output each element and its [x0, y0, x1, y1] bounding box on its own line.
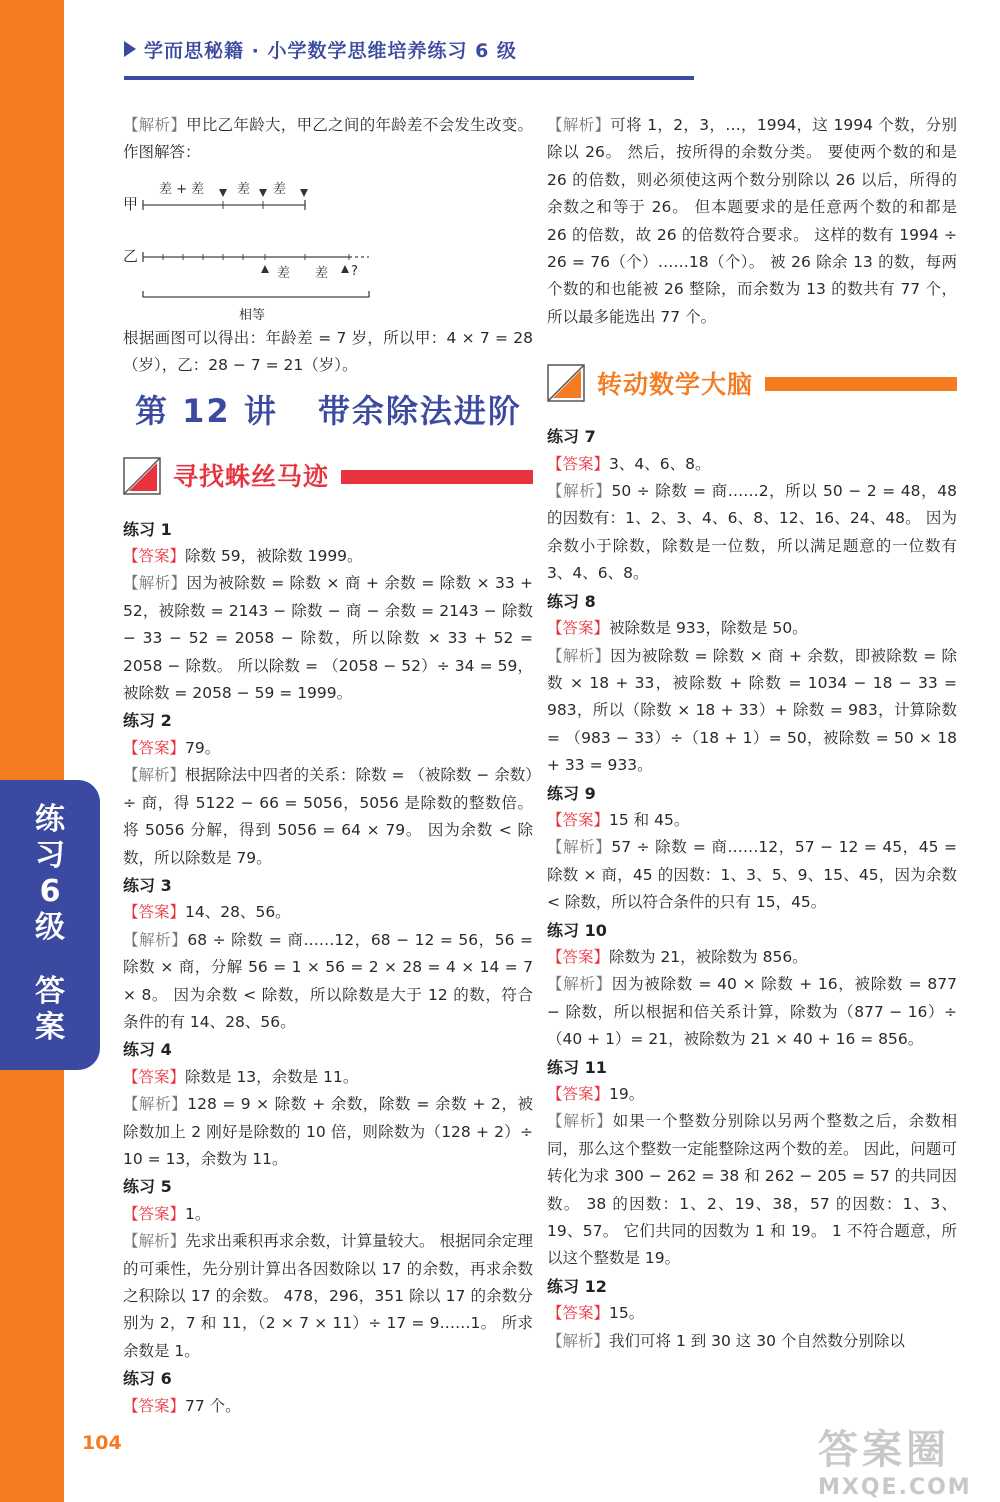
analysis-tag: 【解析】: [547, 646, 611, 665]
exercise-answer: [123, 899, 533, 926]
intro-analysis: [123, 112, 533, 167]
answer-text: 15 和 45。: [609, 810, 690, 829]
exercise-answer: [547, 807, 957, 834]
answer-tag: 【答案】: [123, 903, 186, 922]
analysis-text: 因为被除数 = 除数 × 商 + 余数，即被除数 = 除数 × 18 + 33，被除数 + 除数 = 1034 − 18 − 33 = 983，所以（除数 × 18 + 33）+ 除数 = 983，计算除数 = （983 − 33）÷（18 + 1）= 50，被除数 = 50 × 18 + 33 = 933。: [547, 646, 957, 775]
answer-text: 除数为 21，被除数为 856。: [609, 947, 808, 966]
exercise-answer: [547, 451, 957, 478]
answer-text: 77 个。: [185, 1396, 241, 1415]
exercise-title: 练习 8: [547, 591, 596, 611]
answer-tag: 【答案】: [547, 1304, 610, 1323]
section-header-left: [123, 444, 533, 510]
section-header-right: [547, 351, 957, 417]
diagram-conclusion: 根据画图可以得出：年龄差 = 7 岁，所以甲：4 × 7 = 28（岁），乙：28 − 7 = 21（岁）。: [123, 328, 533, 375]
side-tab-char: 6: [39, 874, 61, 909]
exercise-title: 练习 4: [123, 1040, 172, 1060]
exercise-analysis: [123, 570, 533, 707]
exercise-answer: [123, 735, 533, 762]
equal-bracket: [143, 291, 369, 297]
analysis-tag: 【解析】: [123, 1232, 186, 1251]
answer-tag: 【答案】: [547, 619, 610, 638]
exercise-title: 练习 1: [123, 519, 172, 539]
answer-text: 3、4、6、8。: [609, 454, 711, 473]
exercise-answer: [123, 1201, 533, 1228]
exercise-answer: [123, 543, 533, 570]
answer-tag: 【答案】: [547, 947, 610, 966]
analysis-text: 128 = 9 × 除数 + 余数，除数 = 余数 + 2，被除数加上 2 刚好是除数的 10 倍，则除数为（128 + 2）÷ 10 = 13，余数为 11。: [123, 1095, 533, 1168]
exercise-analysis: [547, 834, 957, 916]
section-square-icon: [547, 364, 587, 404]
analysis-text: 先求出乘积再求余数，计算量较大。 根据同余定理的可乘性，先分别计算出各因数除以 17 的余数，再求余数之积除以 17 的余数。 478，296，351 除以 17 的余数分别为 2，7 和 11，（2 × 7 × 11）÷ 17 = 9……1。 所求余数是 1。: [123, 1232, 533, 1360]
answer-text: 除数是 13，余数是 11。: [185, 1067, 359, 1086]
side-color-strip: [0, 0, 64, 1502]
diagram-svg: [123, 167, 533, 323]
analysis-text: 根据除法中四者的关系：除数 = （被除数 − 余数）÷ 商，得 5122 − 66 = 5056，5056 是除数的整数倍。 将 5056 分解，得到 5056 = 64 × 79。 因为余数 < 除数，所以除数是 79。: [123, 766, 533, 867]
header-arrow-icon: [124, 41, 136, 57]
section-bar: [341, 470, 533, 484]
exercise-answer: [547, 1081, 957, 1108]
exercise-analysis: [123, 1091, 533, 1173]
answer-tag: 【答案】: [547, 1085, 610, 1103]
analysis-tag: 【解析】: [123, 116, 187, 134]
header-rule: [124, 76, 694, 80]
answer-text: 除数 59，被除数 1999。: [185, 547, 363, 566]
seg-label-1: 差 + 差: [159, 181, 205, 197]
right-exercises: [547, 423, 957, 1355]
analysis-tag: 【解析】: [547, 975, 612, 994]
analysis-tag: 【解析】: [547, 1331, 610, 1350]
exercise-title: 练习 11: [547, 1057, 607, 1077]
seg-label-2: 差: [237, 181, 251, 197]
analysis-text: 因为被除数 = 除数 × 商 + 余数 = 除数 × 33 + 52，被除数 = 2143 − 除数 − 商 − 余数 = 2143 − 除数 − 33 − 52 = 2058 − 除数，所以除数 × 33 + 52 = 2058 − 除数。 所以除数 = （2058 − 52）÷ 34 = 59，被除数 = 2058 − 59 = 1999。: [123, 574, 533, 703]
exercise-analysis: [123, 1228, 533, 1365]
answer-tag: 【答案】: [123, 1204, 186, 1223]
lecture-number: 第 12 讲: [135, 391, 278, 430]
watermark: [818, 1418, 988, 1500]
exercise-analysis: [547, 971, 957, 1053]
answer-text: 1。: [185, 1204, 211, 1223]
running-header: [124, 36, 517, 62]
side-tab-top: [35, 802, 65, 946]
analysis-tag: 【解析】: [123, 574, 187, 593]
analysis-text: 我们可将 1 到 30 这 30 个自然数分别除以: [609, 1331, 905, 1350]
exercise-title: 练习 5: [123, 1177, 172, 1197]
exercise-analysis: [547, 1328, 957, 1355]
question-mark: ?: [351, 263, 358, 279]
age-difference-diagram: [123, 167, 533, 323]
exercise-title: 练习 6: [123, 1369, 172, 1389]
side-tab-char: 案: [35, 1010, 65, 1045]
exercise-title: 练习 2: [123, 711, 172, 731]
exercise-analysis: [547, 643, 957, 780]
left-column: [123, 112, 533, 1420]
answer-tag: 【答案】: [547, 810, 610, 829]
analysis-tag: 【解析】: [123, 766, 186, 785]
exercise-title: 练习 10: [547, 920, 607, 940]
intro-analysis-right: [547, 112, 957, 331]
answer-tag: 【答案】: [123, 1067, 186, 1086]
analysis-text: 57 ÷ 除数 = 商……12，57 − 12 = 45，45 = 除数 × 商，45 的因数：1、3、5、9、15、45，因为余数 < 除数，所以符合条件的只有 15，45。: [547, 838, 957, 912]
section-title: 转动数学大脑: [597, 369, 754, 399]
watermark-top: 答案圈: [818, 1427, 950, 1473]
analysis-tag: 【解析】: [123, 930, 188, 949]
lecture-title: [135, 386, 533, 438]
yi-seg-label-1: 差: [277, 265, 291, 281]
exercise-title: 练习 12: [547, 1276, 607, 1296]
label-yi: 乙: [123, 246, 139, 265]
exercise-answer: [547, 1300, 957, 1327]
right-column: [547, 112, 957, 1355]
exercise-title: 练习 9: [547, 783, 596, 803]
exercise-analysis: [547, 478, 957, 588]
analysis-tag: 【解析】: [123, 1095, 188, 1114]
answer-text: 79。: [185, 738, 221, 757]
analysis-text: 因为被除数 = 40 × 除数 + 16，被除数 = 877 − 除数，所以根据和倍关系计算，除数为（877 − 16）÷（40 + 1）= 21，被除数为 21 × 40 + 16 = 856。: [547, 975, 957, 1049]
seg-label-3: 差: [273, 181, 287, 197]
analysis-text: 50 ÷ 除数 = 商……2，所以 50 − 2 = 48，48 的因数有：1、2、3、4、6、8、12、16、24、48。 因为余数小于除数，除数是一位数，所以满足题意的一位数有 3、4、6、8。: [547, 482, 957, 583]
side-tab-bottom: [35, 974, 65, 1046]
side-tab-char: 级: [35, 910, 65, 945]
yi-seg-label-2: 差: [315, 265, 329, 281]
side-tab-char: 习: [35, 838, 65, 873]
answer-tag: 【答案】: [123, 1396, 186, 1415]
exercise-analysis: [547, 1108, 957, 1272]
exercise-analysis: [123, 762, 533, 872]
header-title: 学而思秘籍 · 小学数学思维培养练习 6 级: [144, 39, 517, 62]
exercise-title: 练习 3: [123, 875, 172, 895]
analysis-tag: 【解析】: [547, 1112, 613, 1131]
exercise-analysis: [123, 927, 533, 1037]
analysis-text: 如果一个整数分别除以另两个整数之后，余数相同，那么这个整数一定能整除这两个数的差。 因此，问题可转化为求 300 − 262 = 38 和 262 − 205 = 57 的共同因数。 38 的因数：1、2、19、38，57 的因数：1、3、19、57。 它们共同的因数为 1 和 19。 1 不符合题意，所以这个整数是 19。: [547, 1112, 957, 1268]
watermark-bottom: MXQE.COM: [818, 1475, 972, 1500]
analysis-tag: 【解析】: [547, 116, 611, 134]
label-jia: 甲: [123, 194, 139, 213]
side-tab-char: 答: [35, 974, 65, 1009]
exercise-answer: [547, 615, 957, 642]
exercise-answer: [547, 944, 957, 971]
intro-text-right: 可将 1，2，3，…，1994，这 1994 个数，分别除以 26。 然后，按所得的余数分类。 要使两个数的和是 26 的倍数，则必须使这两个数分别除以 26 以后，所得的余数之和等于 26。 但本题要求的是任意两个数的和都是 26 的倍数，故 26 的倍数符合要求。 这样的数有 1994 ÷ 26 = 76（个）……18（个）。 被 26 除余 13 的数，每两个数的和也能被 26 整除，而余数为 13 的数共有 77 个，所以最多能选出 77 个。: [547, 116, 957, 326]
answer-tag: 【答案】: [123, 547, 186, 566]
intro-text: 甲比乙年龄大，甲乙之间的年龄差不会发生改变。 作图解答：: [123, 116, 533, 162]
section-title: 寻找蛛丝马迹: [173, 461, 330, 491]
answer-tag: 【答案】: [123, 738, 186, 757]
analysis-tag: 【解析】: [547, 482, 612, 501]
analysis-text: 68 ÷ 除数 = 商……12，68 − 12 = 56，56 = 除数 × 商，分解 56 = 1 × 56 = 2 × 28 = 4 × 14 = 7 × 8。 因为余数 < 除数，所以除数是大于 12 的数，符合条件的有 14、28、56。: [123, 930, 533, 1031]
section-square-icon: [123, 457, 163, 497]
side-chapter-tab: [0, 780, 100, 1070]
exercise-title: 练习 7: [547, 427, 596, 447]
answer-text: 被除数是 933，除数是 50。: [609, 619, 808, 638]
equal-label: 相等: [239, 307, 266, 323]
left-exercises: [123, 516, 533, 1420]
answer-tag: 【答案】: [547, 454, 610, 473]
analysis-tag: 【解析】: [547, 838, 612, 857]
lecture-name: 带余除法进阶: [317, 391, 522, 430]
exercise-answer: [123, 1393, 533, 1420]
answer-text: 15。: [609, 1304, 645, 1323]
side-tab-char: 练: [35, 802, 65, 837]
page-number: 104: [82, 1432, 122, 1454]
section-bar: [765, 377, 957, 391]
exercise-answer: [123, 1064, 533, 1091]
answer-text: 14、28、56。: [185, 903, 291, 922]
answer-text: 19。: [609, 1085, 645, 1103]
